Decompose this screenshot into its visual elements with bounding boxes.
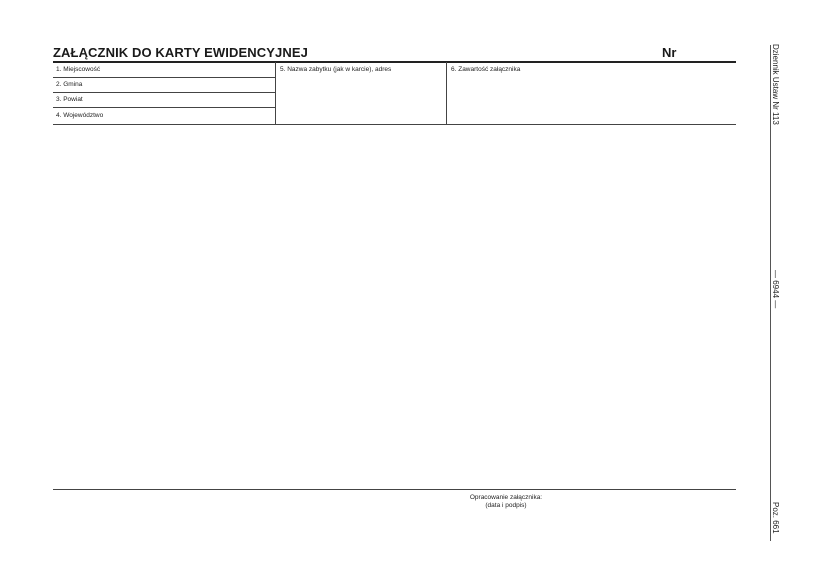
footer-line2: (data i podpis)	[485, 502, 527, 509]
position-number: Poz. 661	[771, 502, 780, 534]
field-zawartosc-label: 6. Zawartość załącznika	[451, 66, 521, 73]
field-gmina-label: 2. Gmina	[56, 81, 83, 88]
column-divider	[446, 62, 447, 124]
field-powiat-label: 3. Powiat	[56, 96, 83, 103]
field-wojewodztwo-label: 4. Województwo	[56, 112, 104, 119]
footer-line1: Opracowanie załącznika:	[469, 494, 543, 501]
content-area	[53, 125, 736, 489]
title-underline	[53, 61, 736, 63]
footer-prepared-by	[446, 494, 566, 510]
number-label: Nr	[662, 45, 677, 60]
column-divider	[275, 62, 276, 124]
journal-reference: Dziennik Ustaw Nr 113	[771, 44, 780, 125]
row-divider	[53, 92, 275, 93]
field-miejscowosc-label: 1. Miejscowość	[56, 66, 101, 73]
row-divider	[53, 77, 275, 78]
form-title: ZAŁĄCZNIK DO KARTY EWIDENCYJNEJ	[53, 45, 308, 60]
footer-line	[53, 489, 736, 490]
page-number: — 6944 —	[771, 270, 780, 309]
field-nazwa-zabytku-label: 5. Nazwa zabytku (jak w karcie), adres	[280, 66, 392, 73]
row-divider	[53, 107, 275, 108]
